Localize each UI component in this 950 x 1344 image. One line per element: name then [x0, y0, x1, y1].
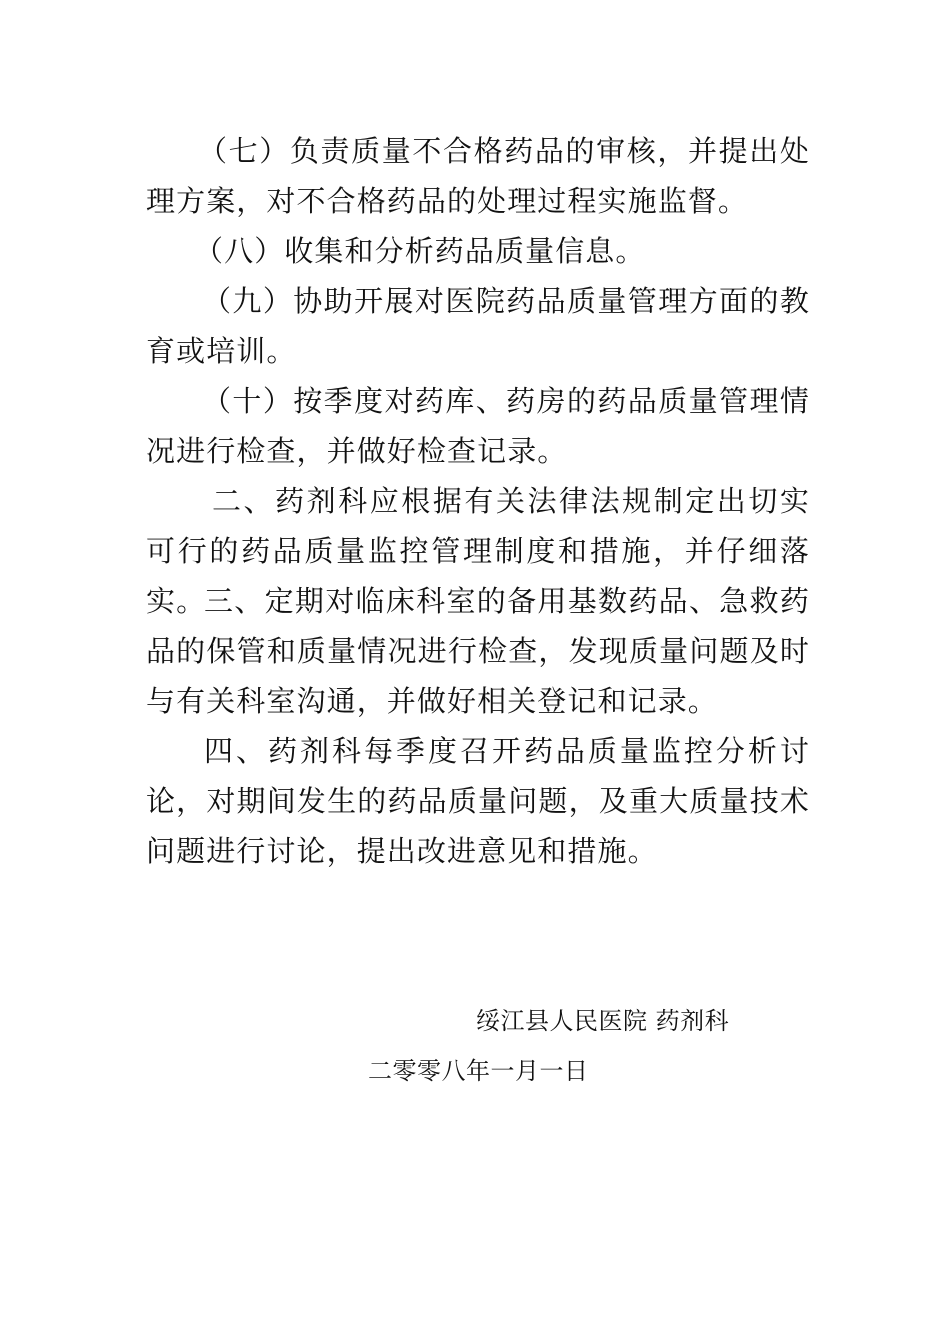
paragraph-10: （十）按季度对药库、药房的药品质量管理情况进行检查，并做好检查记录。 — [146, 384, 810, 468]
paragraph-9: （九）协助开展对医院药品质量管理方面的教育或培训。 — [146, 284, 810, 368]
paragraph-section-3: 三、定期对临床科室的备用基数药品、急救药品的保管和质量情况进行检查，发现质量问题及时与有关科室沟通，并做好相关登记和记录。 — [146, 584, 810, 718]
paragraph-7: （七）负责质量不合格药品的审核，并提出处理方案，对不合格药品的处理过程实施监督。 — [146, 134, 810, 218]
paragraph-section-2: 二、药剂科应根据有关法律法规制定出切实可行的药品质量监控管理制度和措施，并仔细落实。 — [146, 484, 810, 618]
signature-organization: 绥江县人民医院 药剂科 — [476, 1007, 730, 1035]
signature-date: 二零零八年一月一日 — [368, 1057, 589, 1085]
paragraph-section-4: 四、药剂科每季度召开药品质量监控分析讨论，对期间发生的药品质量问题，及重大质量技术问题进行讨论，提出改进意见和措施。 — [146, 734, 810, 868]
paragraph-8: （八）收集和分析药品质量信息。 — [194, 234, 646, 268]
